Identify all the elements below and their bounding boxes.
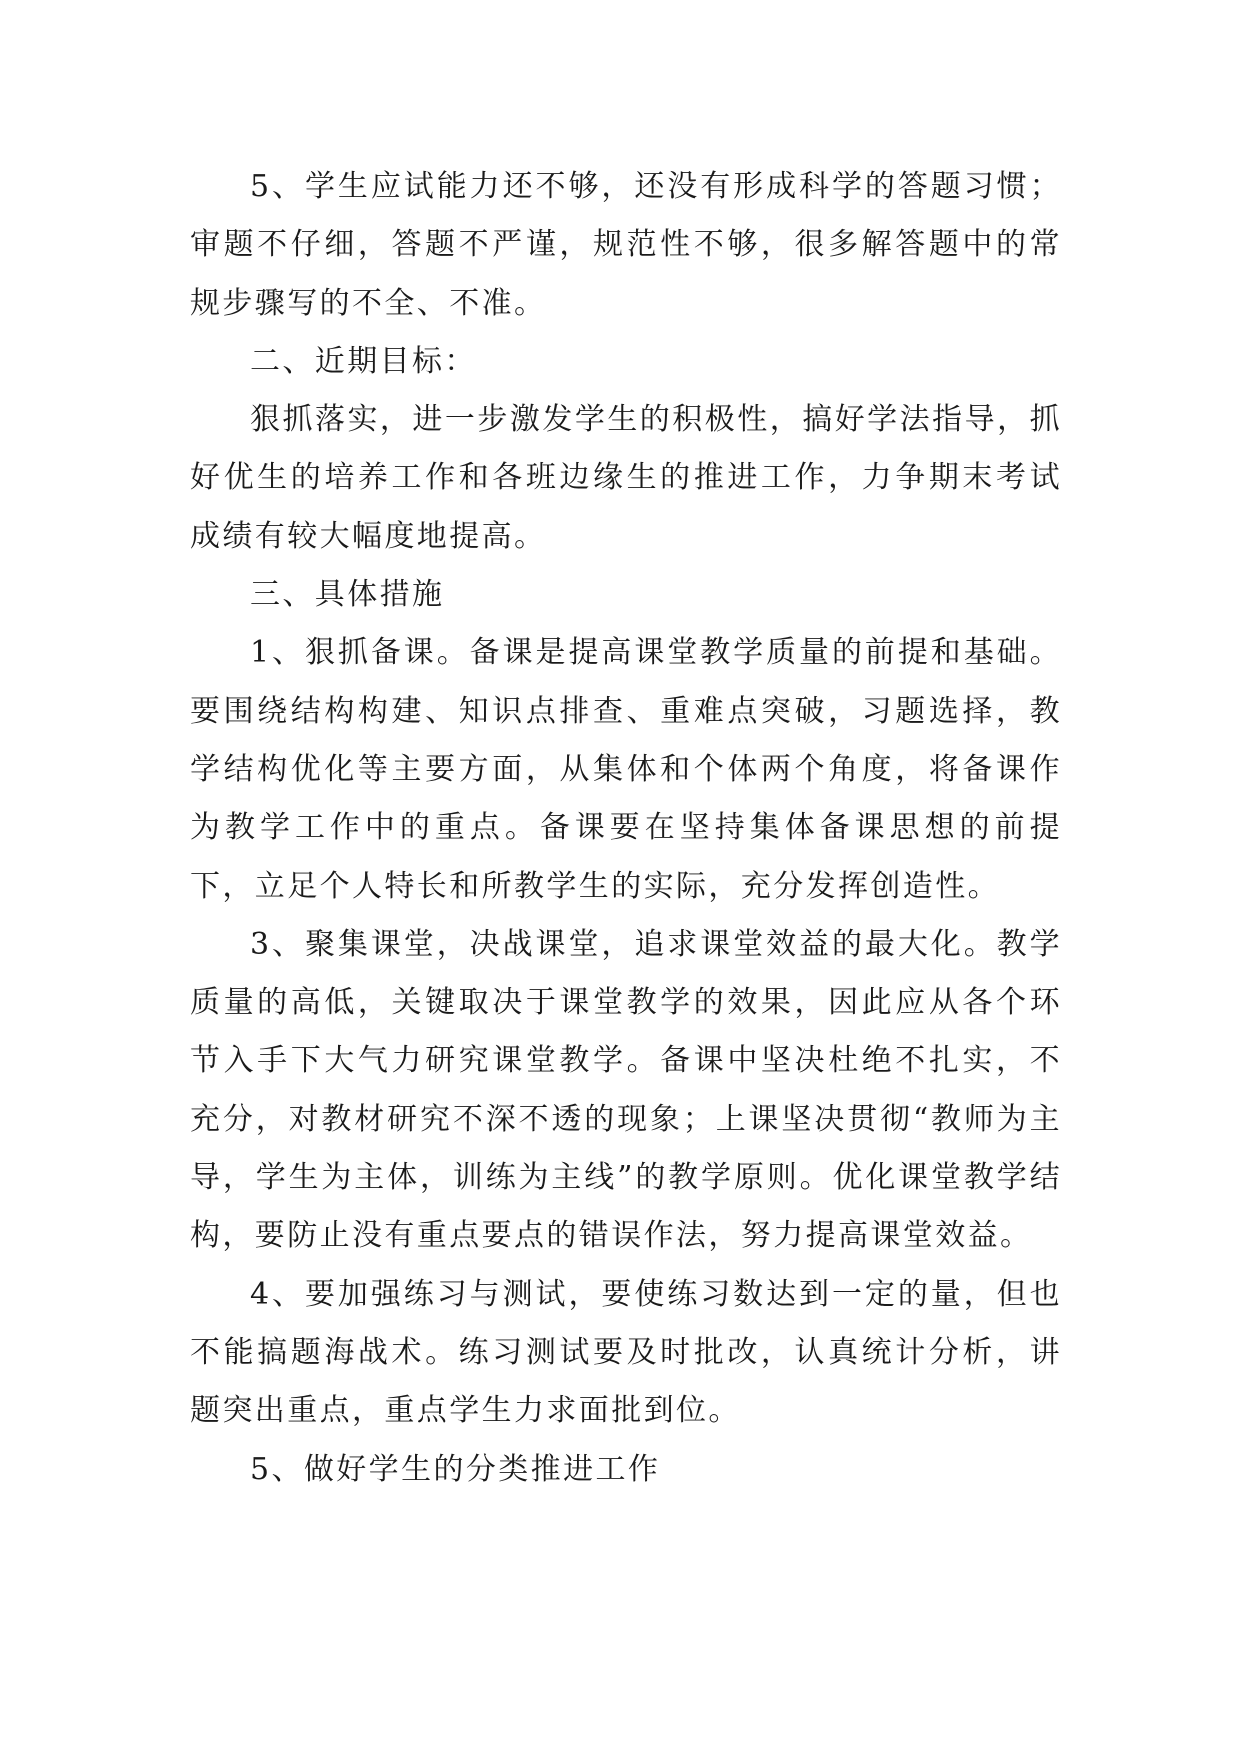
paragraph-exam-ability: 5、学生应试能力还不够，还没有形成科学的答题习惯；审题不仔细，答题不严谨，规范性不够，很多解答题中的常规步骤写的不全、不准。 bbox=[190, 169, 1062, 321]
document-body bbox=[190, 158, 1062, 1499]
heading-short-term-goals: 二、近期目标： bbox=[250, 343, 477, 379]
paragraph-lesson-prep: 1、狠抓备课。备课是提高课堂教学质量的前提和基础。要围绕结构构建、知识点排查、重难点突破，习题选择，教学结构优化等主要方面，从集体和个体两个角度，将备课作为教学工作中的重点。备课要在坚持集体备课思想的前提下，立足个人特长和所教学生的实际，充分发挥创造性。 bbox=[190, 635, 1062, 904]
heading-specific-measures: 三、具体措施 bbox=[250, 577, 445, 613]
paragraph-classroom: 3、聚集课堂，决战课堂，追求课堂效益的最大化。教学质量的高低，关键取决于课堂教学的效果，因此应从各个环节入手下大气力研究课堂教学。备课中坚决杜绝不扎实，不充分，对教材研究不深不透的现象；上课坚决贯彻“教师为主导，学生为主体，训练为主线”的教学原则。优化课堂教学结构，要防止没有重点要点的错误作法，努力提高课堂效益。 bbox=[190, 926, 1062, 1254]
paragraph-goals: 狠抓落实，进一步激发学生的积极性，搞好学法指导，抓好优生的培养工作和各班边缘生的推进工作，力争期末考试成绩有较大幅度地提高。 bbox=[190, 402, 1062, 554]
paragraph-student-classification: 5、做好学生的分类推进工作 bbox=[250, 1451, 661, 1487]
paragraph-practice-tests: 4、要加强练习与测试，要使练习数达到一定的量，但也不能搞题海战术。练习测试要及时批改，认真统计分析，讲题突出重点，重点学生力求面批到位。 bbox=[190, 1276, 1062, 1429]
